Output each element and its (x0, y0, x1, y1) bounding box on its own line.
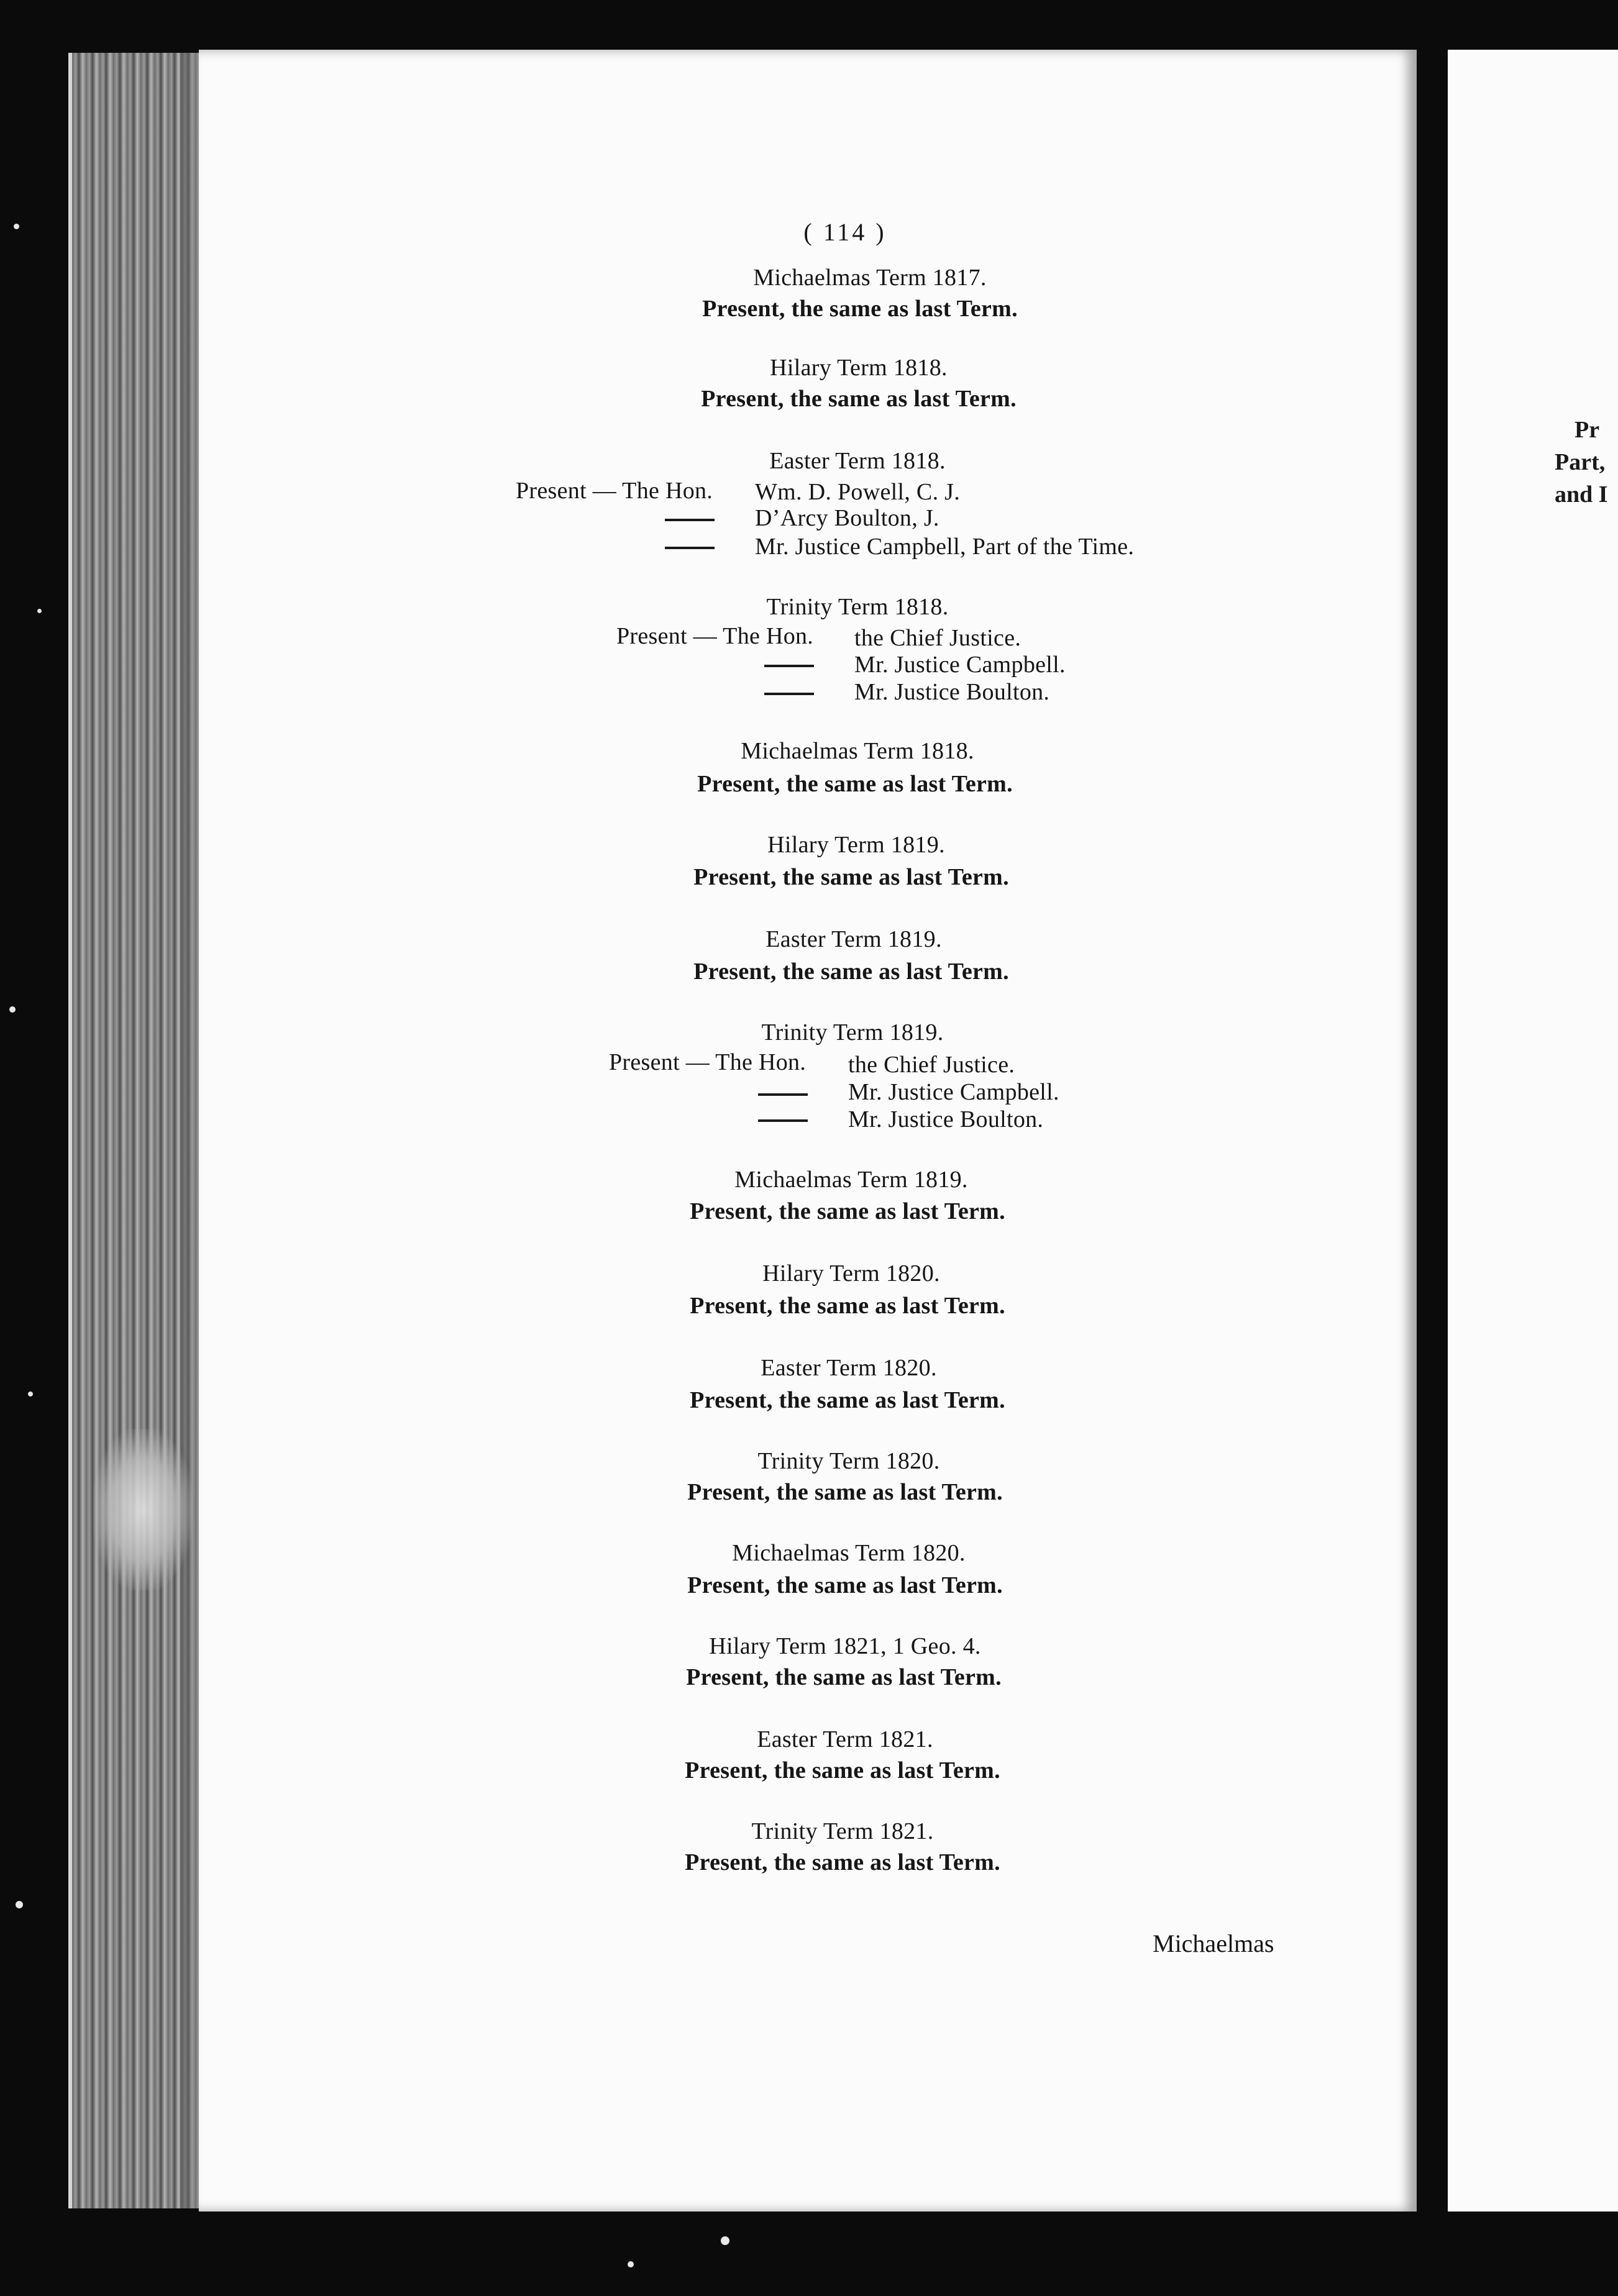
term-present: Present, the same as last Term. (701, 386, 1017, 412)
term-heading: Trinity Term 1818. (766, 594, 949, 620)
justice-name: Mr. Justice Campbell. (848, 1079, 1059, 1105)
term-heading: Trinity Term 1820. (757, 1448, 940, 1474)
scan-speck (9, 1006, 16, 1013)
ditto-dash (764, 693, 814, 695)
term-present: Present, the same as last Term. (687, 1572, 1003, 1598)
present-label: Present — The Hon. (516, 478, 713, 504)
term-present: Present, the same as last Term. (686, 1664, 1002, 1690)
edge-stain (93, 1429, 193, 1590)
scan-speck (14, 224, 19, 229)
adjacent-page-fragment: Part, (1555, 449, 1606, 475)
justice-name: the Chief Justice. (854, 625, 1022, 651)
scan-speck (28, 1392, 33, 1396)
adjacent-page (1448, 50, 1618, 2212)
term-present: Present, the same as last Term. (687, 1479, 1003, 1505)
term-present: Present, the same as last Term. (690, 1198, 1005, 1224)
term-present: Present, the same as last Term. (685, 1849, 1000, 1875)
catchword: Michaelmas (1153, 1929, 1274, 1957)
adjacent-page-fragment: and I (1555, 481, 1608, 508)
justice-name: Mr. Justice Boulton. (848, 1106, 1044, 1132)
justice-name: the Chief Justice. (848, 1052, 1015, 1078)
justice-name: Mr. Justice Boulton. (854, 679, 1050, 705)
present-label: Present — The Hon. (609, 1049, 807, 1075)
adjacent-page-fragment: Pr (1575, 417, 1600, 443)
scan-speck (628, 2261, 634, 2267)
justice-name: Mr. Justice Campbell. (854, 652, 1066, 678)
term-present: Present, the same as last Term. (697, 771, 1013, 797)
term-heading: Easter Term 1819. (766, 926, 942, 952)
term-present: Present, the same as last Term. (693, 959, 1009, 985)
term-heading: Michaelmas Term 1819. (734, 1167, 968, 1193)
ditto-dash (665, 519, 715, 521)
term-present: Present, the same as last Term. (690, 1293, 1005, 1319)
term-heading: Hilary Term 1819. (767, 832, 945, 858)
term-heading: Michaelmas Term 1818. (741, 738, 974, 764)
book-page (199, 50, 1417, 2212)
term-heading: Hilary Term 1818. (770, 355, 948, 381)
adjacent-page-text (1555, 414, 1608, 511)
justice-name: D’Arcy Boulton, J. (755, 505, 939, 531)
term-heading: Michaelmas Term 1817. (753, 265, 987, 291)
present-label: Present — The Hon. (616, 623, 814, 649)
term-present: Present, the same as last Term. (685, 1757, 1000, 1784)
ditto-dash (758, 1119, 808, 1122)
ditto-dash (665, 547, 715, 549)
term-heading: Easter Term 1818. (769, 448, 946, 474)
justice-name: Mr. Justice Campbell, Part of the Time. (755, 534, 1135, 560)
term-heading: Michaelmas Term 1820. (732, 1540, 966, 1566)
term-present: Present, the same as last Term. (693, 864, 1009, 890)
term-heading: Easter Term 1820. (761, 1355, 937, 1381)
term-heading: Hilary Term 1821, 1 Geo. 4. (709, 1633, 981, 1659)
ditto-dash (758, 1093, 808, 1096)
term-present: Present, the same as last Term. (702, 296, 1018, 322)
ditto-dash (764, 665, 814, 667)
justice-name: Wm. D. Powell, C. J. (755, 479, 961, 505)
term-present: Present, the same as last Term. (690, 1387, 1005, 1413)
scan-speck (37, 609, 42, 613)
scan-speck (16, 1901, 23, 1908)
term-heading: Trinity Term 1819. (761, 1019, 944, 1046)
term-heading: Hilary Term 1820. (762, 1260, 940, 1287)
scan-speck (721, 2236, 729, 2245)
page-number: ( 114 ) (803, 218, 887, 246)
term-heading: Trinity Term 1821. (751, 1818, 934, 1844)
term-heading: Easter Term 1821. (757, 1726, 933, 1752)
